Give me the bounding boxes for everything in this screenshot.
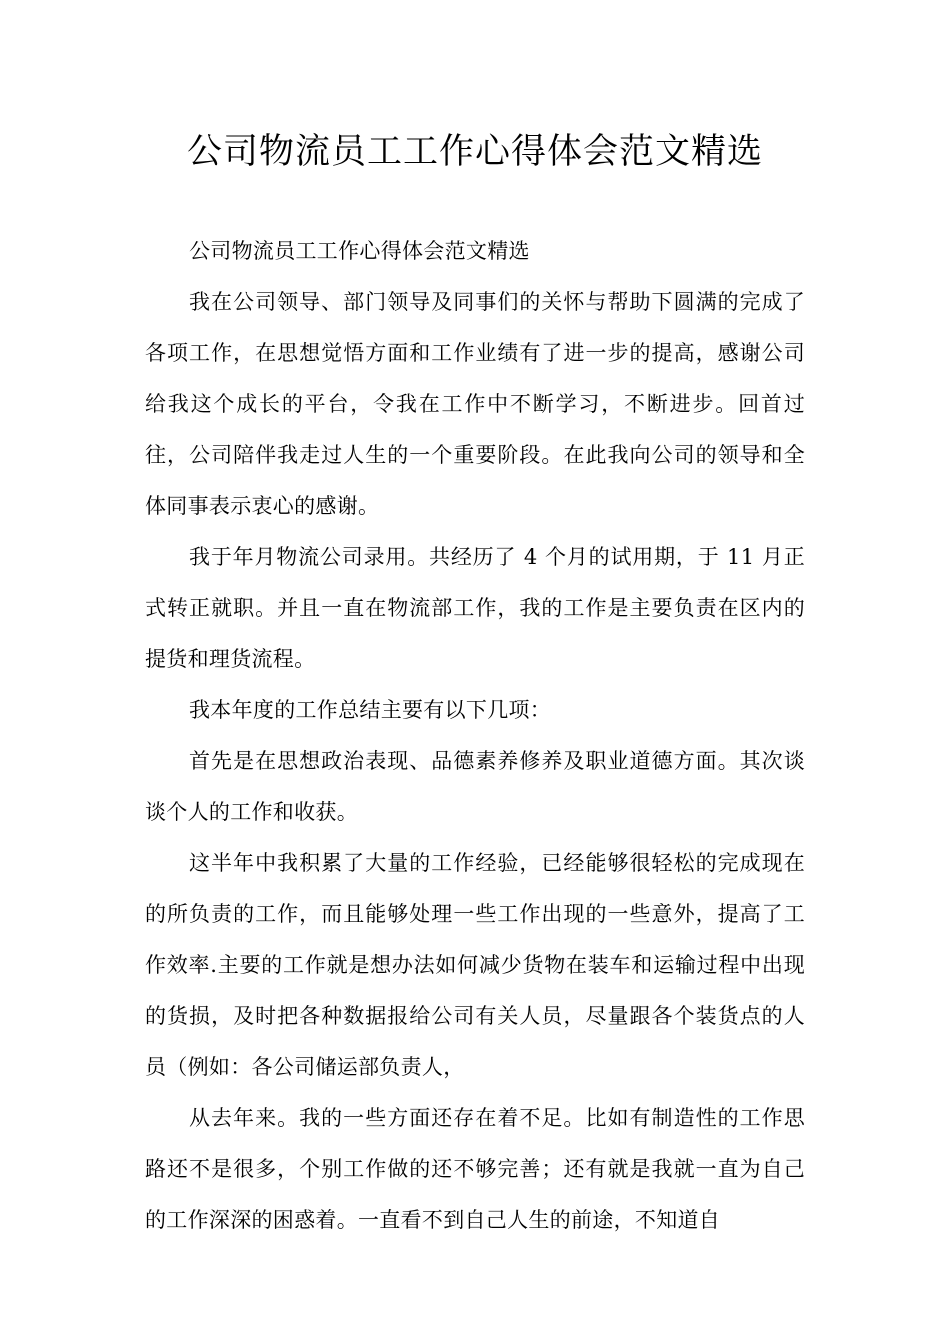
paragraph-shortcomings: 从去年来。我的一些方面还存在着不足。比如有制造性的工作思路还不是很多，个别工作做的还不够完善；还有就是我就一直为自己的工作深深的困惑着。一直看不到自己人生的前途，不知道自 (145, 1106, 805, 1232)
paragraph-summary-intro: 我本年度的工作总结主要有以下几项： (189, 698, 552, 722)
paragraph-experience: 这半年中我积累了大量的工作经验，已经能够很轻松的完成现在的所负责的工作，而且能够处理一些工作出现的一些意外，提高了工作效率.主要的工作就是想办法如何减少货物在装车和运输过程中出现的货损，及时把各种数据报给公司有关人员，尽量跟各个装货点的人员（例如：各公司储运部负责人， (145, 851, 805, 1079)
paragraph-subtitle: 公司物流员工工作心得体会范文精选 (189, 239, 530, 263)
document-body (145, 226, 805, 1246)
paragraph-employment: 我于年月物流公司录用。共经历了 4 个月的试用期，于 11 月正式转正就职。并且一直在物流部工作，我的工作是主要负责在区内的提货和理货流程。 (145, 545, 805, 671)
paragraph-first-point: 首先是在思想政治表现、品德素养修养及职业道德方面。其次谈谈个人的工作和收获。 (145, 749, 805, 824)
paragraph-gratitude: 我在公司领导、部门领导及同事们的关怀与帮助下圆满的完成了各项工作，在思想觉悟方面和工作业绩有了进一步的提高，感谢公司给我这个成长的平台，令我在工作中不断学习，不断进步。回首过往，公司陪伴我走过人生的一个重要阶段。在此我向公司的领导和全体同事表示衷心的感谢。 (145, 290, 805, 518)
document-title: 公司物流员工工作心得体会范文精选 (186, 132, 763, 172)
